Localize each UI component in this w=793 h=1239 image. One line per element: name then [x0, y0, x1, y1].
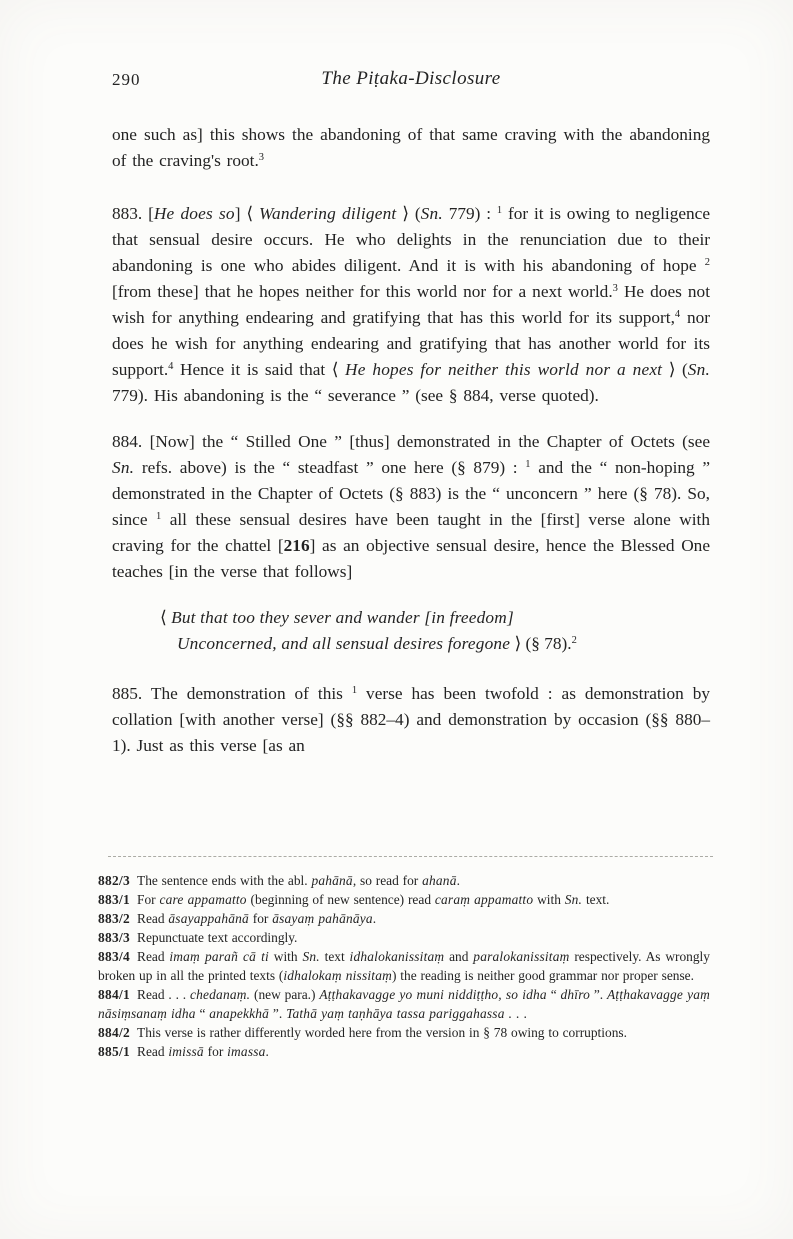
footnote-divider: [108, 856, 713, 857]
footnote-883-3: 883/3 Repunctuate text accordingly.: [98, 930, 298, 945]
running-title: The Piṭaka-Disclosure: [321, 68, 501, 89]
footnote-label: 883/1: [98, 892, 131, 907]
footnote-label: 883/4: [98, 949, 131, 964]
para-883: 883. [He does so] ⟨ Wandering diligent ⟩ (Sn. 779) : $^1$ for it is owing to negligence that sensual desire occurs. He who delights in the renunciation due to their abandoning is one who abides diligent. And it is with his abandoning of hope $^2$ [from these] that he hopes neither for this world nor for a next world.$^3$ He does not wish for anything endearing and gratifying that has this world for its support,$^4$ nor does he wish for anything endearing and gratifying that has another world for its support.$^4$ Hence it is said that ⟨ He hopes for neither this world nor a next ⟩ (Sn. 779). His abandoning is the “ severance ” (see § 884, verse quoted).: [112, 204, 710, 405]
verse-line: Unconcerned, and all sensual desires foregone ⟩ (§ 78).$^2$: [177, 634, 577, 653]
footnote-883-1: 883/1 For care appamatto (beginning of new sentence) read caraṃ appamatto with Sn. text.: [98, 892, 610, 907]
page-header: [112, 68, 710, 96]
footnote-label: 884/1: [98, 987, 131, 1002]
footnote-883-4: 883/4 Read imaṃ parañ cā ti with Sn. text idhalokanissitaṃ and paralokanissitaṃ respectively. As wrongly broken up in all the printed texts (idhalokaṃ nissitaṃ) the reading is neither good grammar nor proper sense.: [98, 949, 710, 983]
footnote-label: 884/2: [98, 1025, 131, 1040]
para-885: 885. The demonstration of this $^1$ verse has been twofold : as demonstration by collation [with another verse] (§§ 882–4) and demonstration by occasion (§§ 880–1). Just as this verse [as an: [112, 684, 710, 755]
footnote-label: 885/1: [98, 1044, 131, 1059]
verse-quote: [160, 605, 710, 657]
verse-line: ⟨ But that too they sever and wander [in freedom]: [160, 608, 514, 627]
footnote-885-1: 885/1 Read imissā for imassa.: [98, 1044, 269, 1059]
page-number: 290: [112, 70, 141, 89]
footnote-883-2: 883/2 Read āsayappahānā for āsayaṃ pahānāya.: [98, 911, 377, 926]
footnote-884-1: 884/1 Read . . . chedanaṃ. (new para.) Aṭṭhakavagge yo muni niddiṭṭho, so idha “ dhīro ”. Aṭṭhakavagge yaṃ nāsiṃsanaṃ idha “ anapekkhā ”. Tathā yaṃ taṇhāya tassa pariggahassa . . .: [98, 987, 710, 1021]
footnote-882-3: 882/3 The sentence ends with the abl. pahānā, so read for ahanā.: [98, 873, 460, 888]
footnote-label: 883/3: [98, 930, 131, 945]
footnote-884-2: 884/2 This verse is rather differently worded here from the version in § 78 owing to corruptions.: [98, 1025, 627, 1040]
footnote-label: 882/3: [98, 873, 131, 888]
footnote-label: 883/2: [98, 911, 131, 926]
footnotes-block: [98, 871, 710, 1061]
para-882-continuation: one such as] this shows the abandoning of that same craving with the abandoning of the craving's root.$^3$: [112, 125, 710, 170]
para-884: 884. [Now] the “ Stilled One ” [thus] demonstrated in the Chapter of Octets (see Sn. refs. above) is the “ steadfast ” one here (§ 879) : $^1$ and the “ non-hoping ” demonstrated in the Chapter of Octets (§ 883) is the “ unconcern ” here (§ 78). So, since $^1$ all these sensual desires have been taught in the [first] verse alone with craving for the chattel [216] as an objective sensual desire, hence the Blessed One teaches [in the verse that follows]: [112, 432, 711, 581]
body-text-column: [112, 122, 710, 779]
